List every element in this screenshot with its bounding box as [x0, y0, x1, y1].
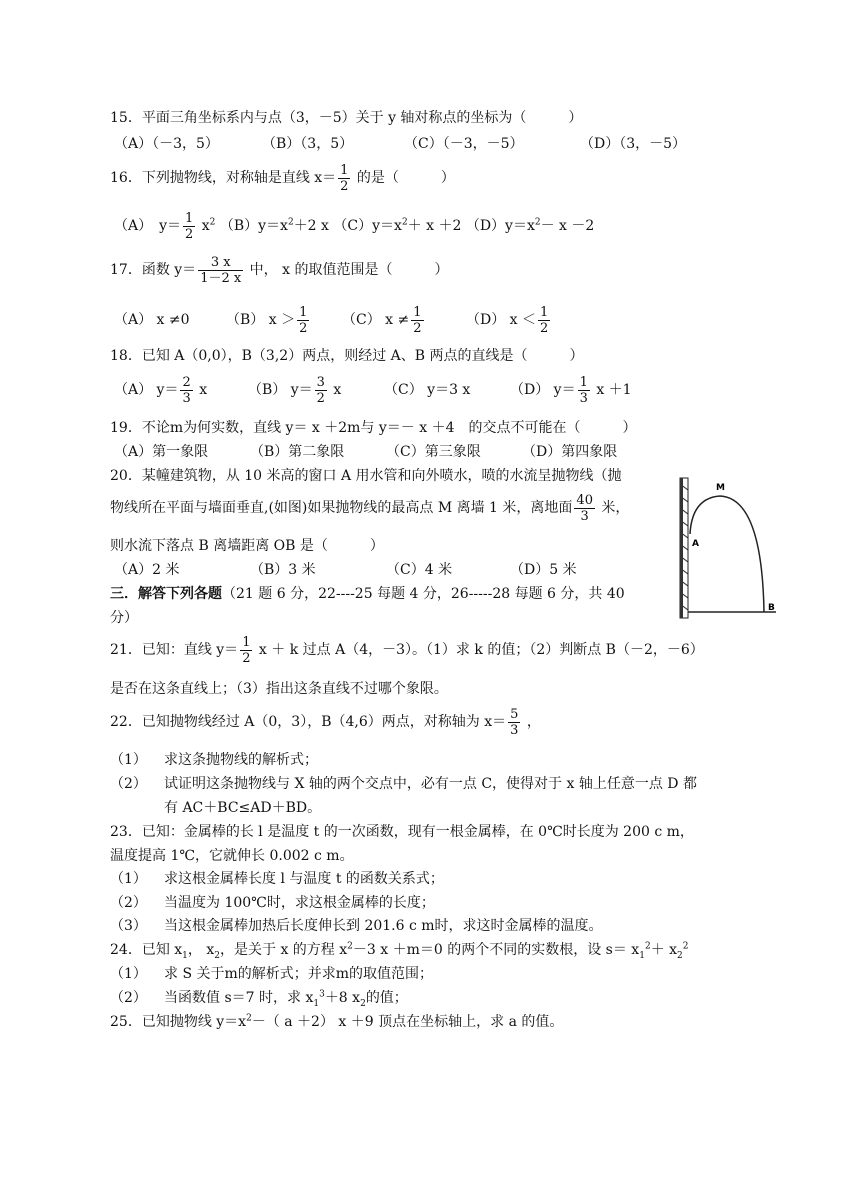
q19-option-c: （C）第三象限: [386, 444, 481, 460]
q22-sub1: 求这条抛物线的解析式；: [164, 752, 318, 768]
q18-option-d: （D） y＝ $\frac{1}{3}$ x ＋1: [510, 374, 632, 406]
label-b: B: [768, 603, 775, 613]
label-a: A: [692, 539, 699, 549]
q18-stem: 18．已知 A（0,0），B（3,2）两点，则经过 A、B 两点的直线是（ ）: [110, 348, 584, 364]
q16-stem: 16．下列抛物线，对称轴是直线 x＝ $\frac{1}{2}$ 的是（ ）: [110, 162, 455, 194]
q22-stem: 22．已知抛物线经过 A（0，3），B（4,6）两点，对称轴为 x＝ $\frac{5}{3}$ ，: [110, 706, 541, 738]
q22-sub2-line1: 试证明这条抛物线与 X 轴的两个交点中，必有一点 C，使得对于 x 轴上任意一点 D 都: [164, 776, 697, 792]
q21-line2: 是否在这条直线上；（3）指出这条直线不过哪个象限。: [110, 681, 448, 697]
q19-stem: 19．不论m为何实数，直线 y＝ x ＋2m与 y＝－ x ＋4 的交点不可能在（ ）: [110, 420, 637, 436]
q18-option-b: （B） y＝ $\frac{3}{2}$ x: [248, 374, 342, 406]
q15-option-d: （D）（3，－5）: [580, 136, 687, 152]
q16-stem-fraction: $\frac{1}{2}$: [340, 162, 349, 194]
q18-option-c: （C） y＝3 x: [384, 382, 471, 398]
q16-option-c: $(C)y=x^2+ x +2$: [333, 217, 462, 234]
q23-line1: 23．已知：金属棒的长 l 是温度 t 的一次函数，现有一根金属棒，在 0℃时长度为 200 c m，: [110, 824, 694, 840]
q24-sub2: 当函数值 s＝7 时，求 $x_1^3+8$ $x_2$的值；: [164, 989, 408, 1009]
q23-sub2: 当温度为 100℃时，求这根金属棒的长度；: [164, 895, 435, 911]
q17-option-a: （A） x ≠0: [114, 312, 190, 328]
q23-sub1-label: （1）: [110, 871, 147, 887]
q25-stem: 25．已知抛物线 $y=x^2-$（ a ＋2） x ＋9 顶点在坐标轴上，求 a 的值。: [110, 1013, 564, 1030]
q23-sub1: 求这根金属棒长度 l 与温度 t 的函数关系式；: [164, 871, 444, 887]
q20-line1: 20．某幢建筑物，从 10 米高的窗口 A 用水管和向外喷水，喷的水流呈抛物线（抛: [110, 468, 622, 484]
q23-sub3-label: （3）: [110, 918, 147, 934]
q20-line2: 物线所在平面与墙面垂直,(如图)如果抛物线的最高点 M 离墙 1 米，离地面 $\frac{40}{3}$ 米，: [110, 492, 630, 524]
q20-option-c: （C）4 米: [386, 562, 453, 578]
q24-sub1-label: （1）: [110, 966, 147, 982]
q18-option-a: （A） y＝ $\frac{2}{3}$ x: [114, 374, 208, 406]
q24-sub2-label: （2）: [110, 990, 147, 1006]
q15-stem: 15．平面三角坐标系内与点（3，－5）关于 y 轴对称点的坐标为（ ）: [110, 110, 583, 126]
q22-sub2-label: （2）: [110, 776, 147, 792]
q16-option-d: $(D)y=x^2- x -2$: [465, 217, 595, 234]
q24-stem: 24．已知 $x_1$， $x_2$，是关于 x 的方程 $x^2-3$ x ＋m＝0 的两个不同的实数根，设 $s= x_1^2+ x_2^2$: [110, 941, 689, 961]
q23-sub2-label: （2）: [110, 895, 147, 911]
q17-fraction: $\frac{3 x}{1-2 x}$: [200, 254, 242, 286]
q19-option-a: （A）第一象限: [114, 444, 209, 460]
q19-option-d: （D）第四象限: [522, 444, 618, 460]
q17-option-c: （C） x ≠ $\frac{1}{2}$: [342, 304, 422, 336]
q17-option-b: （B） x ＞ $\frac{1}{2}$: [226, 304, 308, 336]
water-parabola: [690, 496, 764, 612]
q24-sub1: 求 S 关于m的解析式；并求m的取值范围；: [164, 966, 434, 982]
q20-figure: [678, 474, 784, 624]
q16-option-b: $(B)y=x^2+2$ x: [219, 217, 329, 234]
q16-option-a: （A） y＝ $\frac{1}{2}$ $x^2$: [114, 210, 216, 242]
q21-line1: 21．已知：直线 y＝ $\frac{1}{2}$ x ＋ k 过点 A（4，－3）。（1）求 k 的值；（2）判断点 B（－2，－6）: [110, 634, 704, 666]
label-m: M: [716, 483, 725, 493]
section3-title: 三．解答下列各题: [110, 586, 222, 602]
q16-options: [114, 210, 594, 242]
q23-sub3: 当这根金属棒加热后长度伸长到 201.6 c m时，求这时金属棒的温度。: [164, 918, 603, 934]
q22-sub2-line2: 有 AC＋BC≤AD＋BD。: [164, 800, 322, 816]
q17-stem: 17．函数 y＝ $\frac{3 x}{1-2 x}$ 中， x 的取值范围是（ ）: [110, 254, 449, 286]
q20-option-b: （B）3 米: [250, 562, 316, 578]
q15-option-a: （A）（－3，5）: [114, 136, 219, 152]
section3-header: 三．解答下列各题（21 题 6 分，22----25 每题 4 分，26-----28 每题 6 分，共 40: [110, 586, 625, 602]
q19-option-b: （B）第二象限: [250, 444, 345, 460]
q23-line2: 温度提高 1℃，它就伸长 0.002 c m。: [110, 848, 354, 864]
q20-option-a: （A）2 米: [114, 562, 180, 578]
q20-option-d: （D）5 米: [510, 562, 577, 578]
q22-sub1-label: （1）: [110, 752, 147, 768]
wall-dark-edge: [680, 478, 683, 618]
q15-option-c: （C）（－3，－5）: [404, 136, 524, 152]
q15-option-b: （B）（3，5）: [262, 136, 354, 152]
section3-header-cont: 分）: [110, 610, 138, 626]
q17-option-d: （D） x ＜ $\frac{1}{2}$: [466, 304, 549, 336]
q20-line3: 则水流下落点 B 离墙距离 OB 是（ ）: [110, 538, 384, 554]
